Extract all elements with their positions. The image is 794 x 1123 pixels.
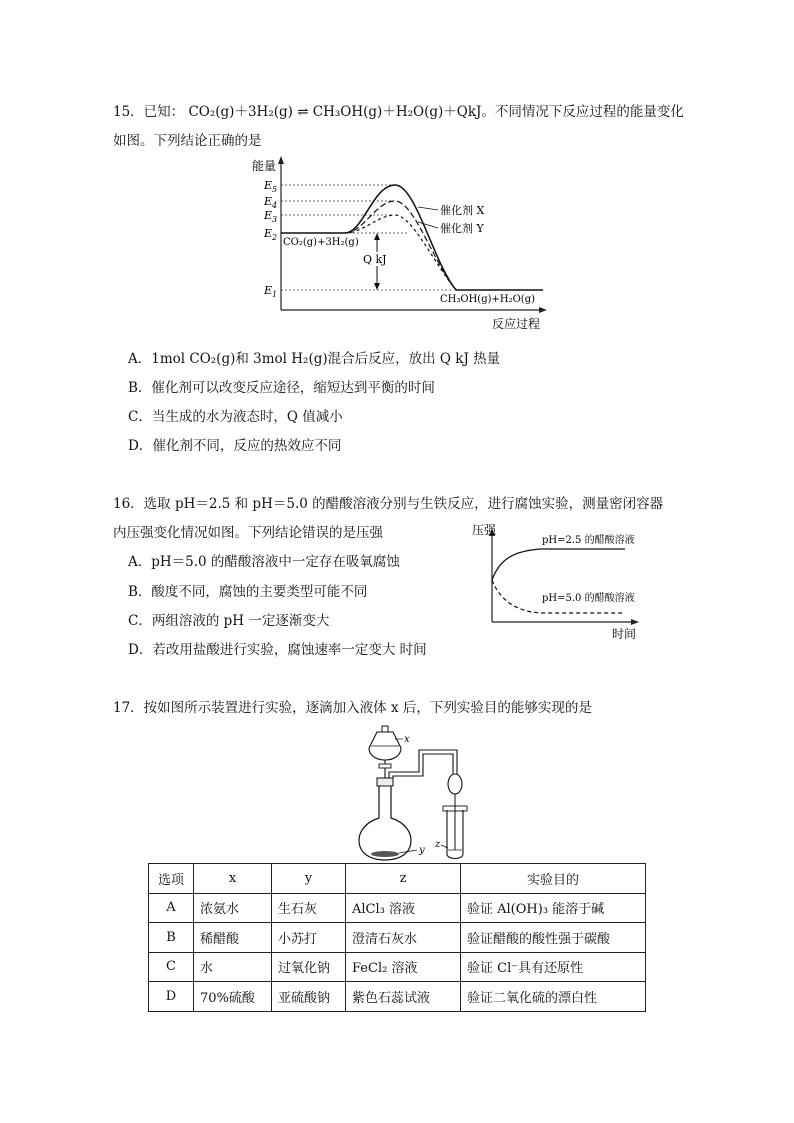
energy-x-arrow (539, 307, 547, 313)
cell-y: 过氧化钠 (272, 952, 346, 982)
catalyst-y-leader (418, 222, 438, 228)
q-label: Q kJ (363, 253, 387, 266)
cell-z: AlCl₃ 溶液 (346, 893, 461, 923)
header-purpose: 实验目的 (461, 864, 646, 894)
cell-purpose: 验证 Cl⁻具有还原性 (461, 952, 646, 982)
header-option: 选项 (149, 864, 194, 894)
cell-z: FeCl₂ 溶液 (346, 952, 461, 982)
cell-y: 亚硫酸钠 (272, 982, 346, 1012)
label-x: x (404, 734, 410, 745)
q16-option-d: D．若改用盐酸进行实验，腐蚀速率一定变大 时间 (128, 642, 427, 658)
catalyst-x-leader (418, 207, 438, 210)
level-E5: $E_5$ (264, 179, 278, 194)
energy-ylabel: 能量 (252, 159, 277, 173)
header-z: z (346, 864, 461, 894)
cell-purpose: 验证醋酸的酸性强于碳酸 (461, 923, 646, 953)
level-E4: $E_4$ (264, 195, 278, 210)
cell-z: 紫色石蕊试液 (346, 982, 461, 1012)
cell-option: C (149, 952, 194, 982)
q15-option-b: B．催化剂可以改变反应途径，缩短达到平衡的时间 (128, 380, 435, 396)
pressure-xlabel: 时间 (612, 627, 637, 641)
pressure-ylabel: 压强 (472, 523, 497, 537)
round-flask (359, 786, 411, 860)
cell-purpose: 验证二氧化硫的漂白性 (461, 982, 646, 1012)
cell-y: 小苏打 (272, 923, 346, 953)
header-y: y (272, 864, 346, 894)
q-arrow-down (374, 283, 380, 290)
label-y: y (419, 845, 425, 856)
table-row (149, 923, 646, 953)
experiment-table (148, 863, 646, 1012)
cell-y: 生石灰 (272, 893, 346, 923)
table-row (149, 982, 646, 1012)
table-row (149, 952, 646, 982)
reactant-label: CO₂(g)+3H₂(g) (283, 237, 359, 248)
series-ph25-curve (492, 549, 625, 580)
cell-purpose: 验证 Al(OH)₃ 能溶于碱 (461, 893, 646, 923)
level-E1: $E_1$ (264, 284, 278, 299)
series-ph50-label: pH=5.0 的醋酸溶液 (542, 593, 635, 604)
pressure-chart (470, 518, 645, 643)
cell-x: 浓氨水 (194, 893, 272, 923)
level-E2: $E_2$ (264, 227, 278, 242)
catalyst-y-label: 催化剂 Y (440, 222, 484, 235)
label-z: z (435, 839, 441, 850)
level-E3: $E_3$ (264, 209, 278, 224)
cell-x: 稀醋酸 (194, 923, 272, 953)
table-row (149, 893, 646, 923)
q16-option-a: A．pH＝5.0 的醋酸溶液中一定存在吸氧腐蚀 (128, 554, 400, 570)
product-label: CH₃OH(g)+H₂O(g) (440, 294, 536, 305)
header-x: x (194, 864, 272, 894)
q15-option-d: D．催化剂不同，反应的热效应不同 (128, 438, 342, 454)
solid-y (371, 851, 399, 857)
catalyst-x-label: 催化剂 X (440, 204, 485, 217)
q15-option-a: A．1mol CO₂(g)和 3mol H₂(g)混合后反应，放出 Q kJ 热量 (128, 351, 501, 367)
q15-option-c: C．当生成的水为液态时，Q 值减小 (128, 409, 343, 425)
q16-stem-line2: 内压强变化情况如图。下列结论错误的是压强 (113, 525, 383, 541)
q-arrow-up (374, 233, 380, 240)
series-ph25-label: pH=2.5 的醋酸溶液 (542, 535, 635, 546)
q15-stem-line1: 15．已知： CO₂(g)＋3H₂(g) ⇌ CH₃OH(g)＋H₂O(g)＋QkJ。不同情况下反应过程的能量变化 (113, 104, 684, 120)
q16-option-c: C．两组溶液的 pH 一定逐渐变大 (128, 613, 330, 629)
cell-x: 70%硫酸 (194, 982, 272, 1012)
cell-option: A (149, 893, 194, 923)
cell-z: 澄清石灰水 (346, 923, 461, 953)
flask-stopper (377, 778, 393, 786)
apparatus-diagram (355, 722, 480, 864)
q15-stem-line2: 如图。下列结论正确的是 (113, 133, 262, 149)
pressure-x-arrow (631, 619, 639, 625)
cell-option: D (149, 982, 194, 1012)
energy-y-arrow (278, 156, 284, 164)
cell-option: B (149, 923, 194, 953)
table-header-row (149, 864, 646, 894)
q17-stem: 17．按如图所示装置进行实验，逐滴加入液体 x 后，下列实验目的能够实现的是 (113, 700, 592, 716)
bulb (448, 774, 462, 794)
q16-option-b: B．酸度不同，腐蚀的主要类型可能不同 (128, 584, 368, 600)
energy-xlabel: 反应过程 (492, 317, 541, 331)
cell-x: 水 (194, 952, 272, 982)
q16-stem-line1: 16．选取 pH＝2.5 和 pH＝5.0 的醋酸溶液分别与生铁反应，进行腐蚀实验，测量密闭容器 (113, 496, 664, 512)
energy-diagram (248, 152, 548, 337)
